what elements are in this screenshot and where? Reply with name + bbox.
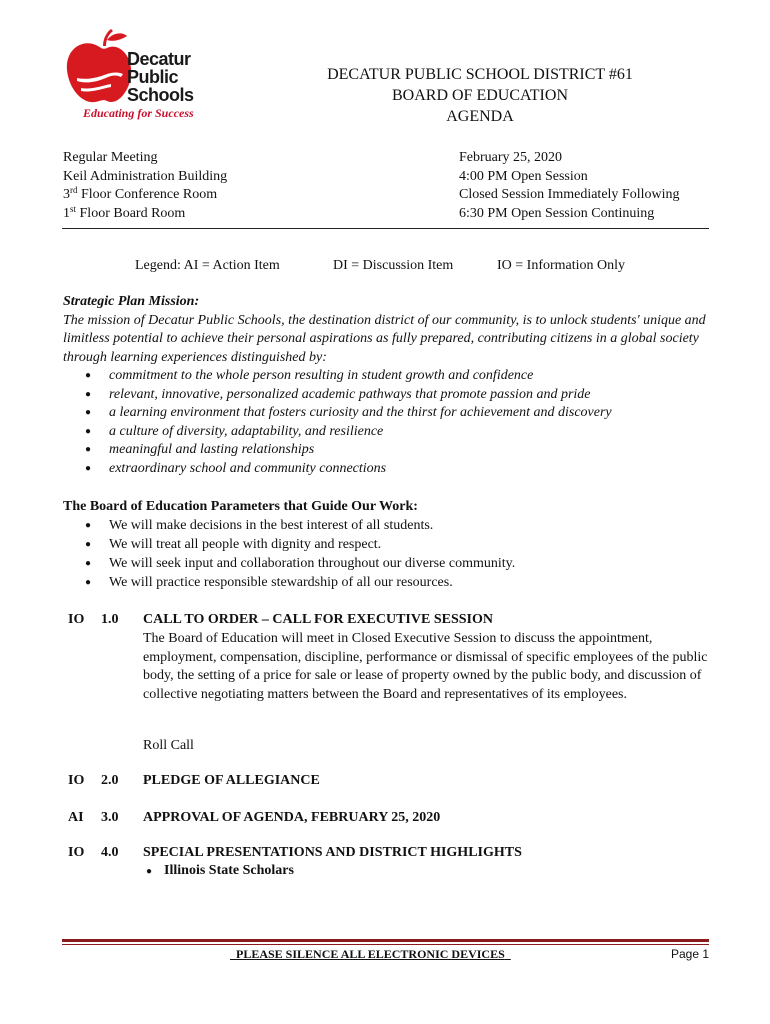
item-number: 3.0 [101,810,119,825]
item-title: SPECIAL PRESENTATIONS AND DISTRICT HIGHLIGHTS [143,845,522,860]
page-number: Page 1 [671,947,710,961]
meeting-room-1: 3rd Floor Conference Room [63,185,218,202]
legend-discussion: DI = Discussion Item [333,258,454,273]
district-title: DECATUR PUBLIC SCHOOL DISTRICT #61 [327,66,633,83]
item-title: APPROVAL OF AGENDA, FEBRUARY 25, 2020 [143,810,441,825]
silence-devices-notice: PLEASE SILENCE ALL ELECTRONIC DEVICES [236,947,505,961]
item-code: IO [68,612,85,627]
item-number: 4.0 [101,845,119,860]
meeting-schedule [459,149,680,223]
item-number: 2.0 [101,773,119,788]
item-number: 1.0 [101,612,119,627]
district-logo [63,28,205,128]
meeting-date: February 25, 2020 [459,150,563,165]
footer-divider-thin [62,944,709,945]
list-item: ● relevant, innovative, personalized academic pathways that promote passion and pride [63,386,713,405]
item-code: IO [68,845,85,860]
list-item: ● meaningful and lasting relationships [63,441,713,460]
item-title: PLEDGE OF ALLEGIANCE [143,773,320,788]
footer-divider [62,939,709,942]
agenda-title: AGENDA [446,108,514,125]
item-code: AI [68,810,84,825]
meeting-time-1: 4:00 PM Open Session [459,168,588,184]
list-item: ● extraordinary school and community connections [63,460,713,479]
strategic-plan-mission [63,293,713,478]
list-item: ● We will treat all people with dignity and respect. [63,536,713,555]
list-item: ● We will make decisions in the best interest of all students. [63,517,713,536]
legend-information: IO = Information Only [497,258,626,273]
list-item: ● a learning environment that fosters curiosity and the thirst for achievement and discovery [63,404,713,423]
item-code: IO [68,773,85,788]
meeting-location [63,149,227,223]
meeting-building: Keil Administration Building [63,168,228,184]
mission-bullets [63,367,713,478]
board-title: BOARD OF EDUCATION [391,87,568,104]
board-parameters [63,498,713,593]
logo-word-decatur: Decatur [127,49,191,69]
agenda-title-block [290,64,670,127]
logo-word-public: Public [127,67,179,87]
mission-heading: Strategic Plan Mission: [63,294,200,309]
list-item: ● commitment to the whole person resulting in student growth and confidence [63,367,713,386]
meeting-time-2: Closed Session Immediately Following [459,187,680,202]
list-item: ● Illinois State Scholars [146,863,294,878]
roll-call: Roll Call [143,738,194,753]
meeting-time-3: 6:30 PM Open Session Continuing [459,205,655,221]
header-divider [62,228,709,229]
list-item: ● a culture of diversity, adaptability, and resilience [63,423,713,442]
logo-word-schools: Schools [127,85,194,105]
item-title: CALL TO ORDER – CALL FOR EXECUTIVE SESSION [143,612,493,627]
parameters-heading: The Board of Education Parameters that Guide Our Work: [63,499,418,514]
meeting-room-2: 1st Floor Board Room [63,203,186,221]
list-item: ● We will seek input and collaboration throughout our diverse community. [63,555,713,574]
mission-intro: The mission of Decatur Public Schools, the destination district of our community, is to unlock students' unique and limitless potential to achieve their personal aspirations as fully prepared, contributing citizens in a global society through learning experiences distinguished by: [63,312,706,365]
list-item: ● We will practice responsible stewardship of all our resources. [63,574,713,593]
legend-action: Legend: AI = Action Item [135,258,280,273]
item-description: The Board of Education will meet in Closed Executive Session to discuss the appointment, employment, compensation, discipline, performance or dismissal of specific employees of the public body, the setting of a price for sale or lease of property owned by the public body, and discussion of collective negotiating matters between the Board and representatives of its employees. [143,631,708,702]
parameters-bullets [63,517,713,593]
meeting-type: Regular Meeting [63,150,158,165]
bullet-icon: ● [146,866,153,877]
logo-tagline: Educating for Success [83,106,194,120]
